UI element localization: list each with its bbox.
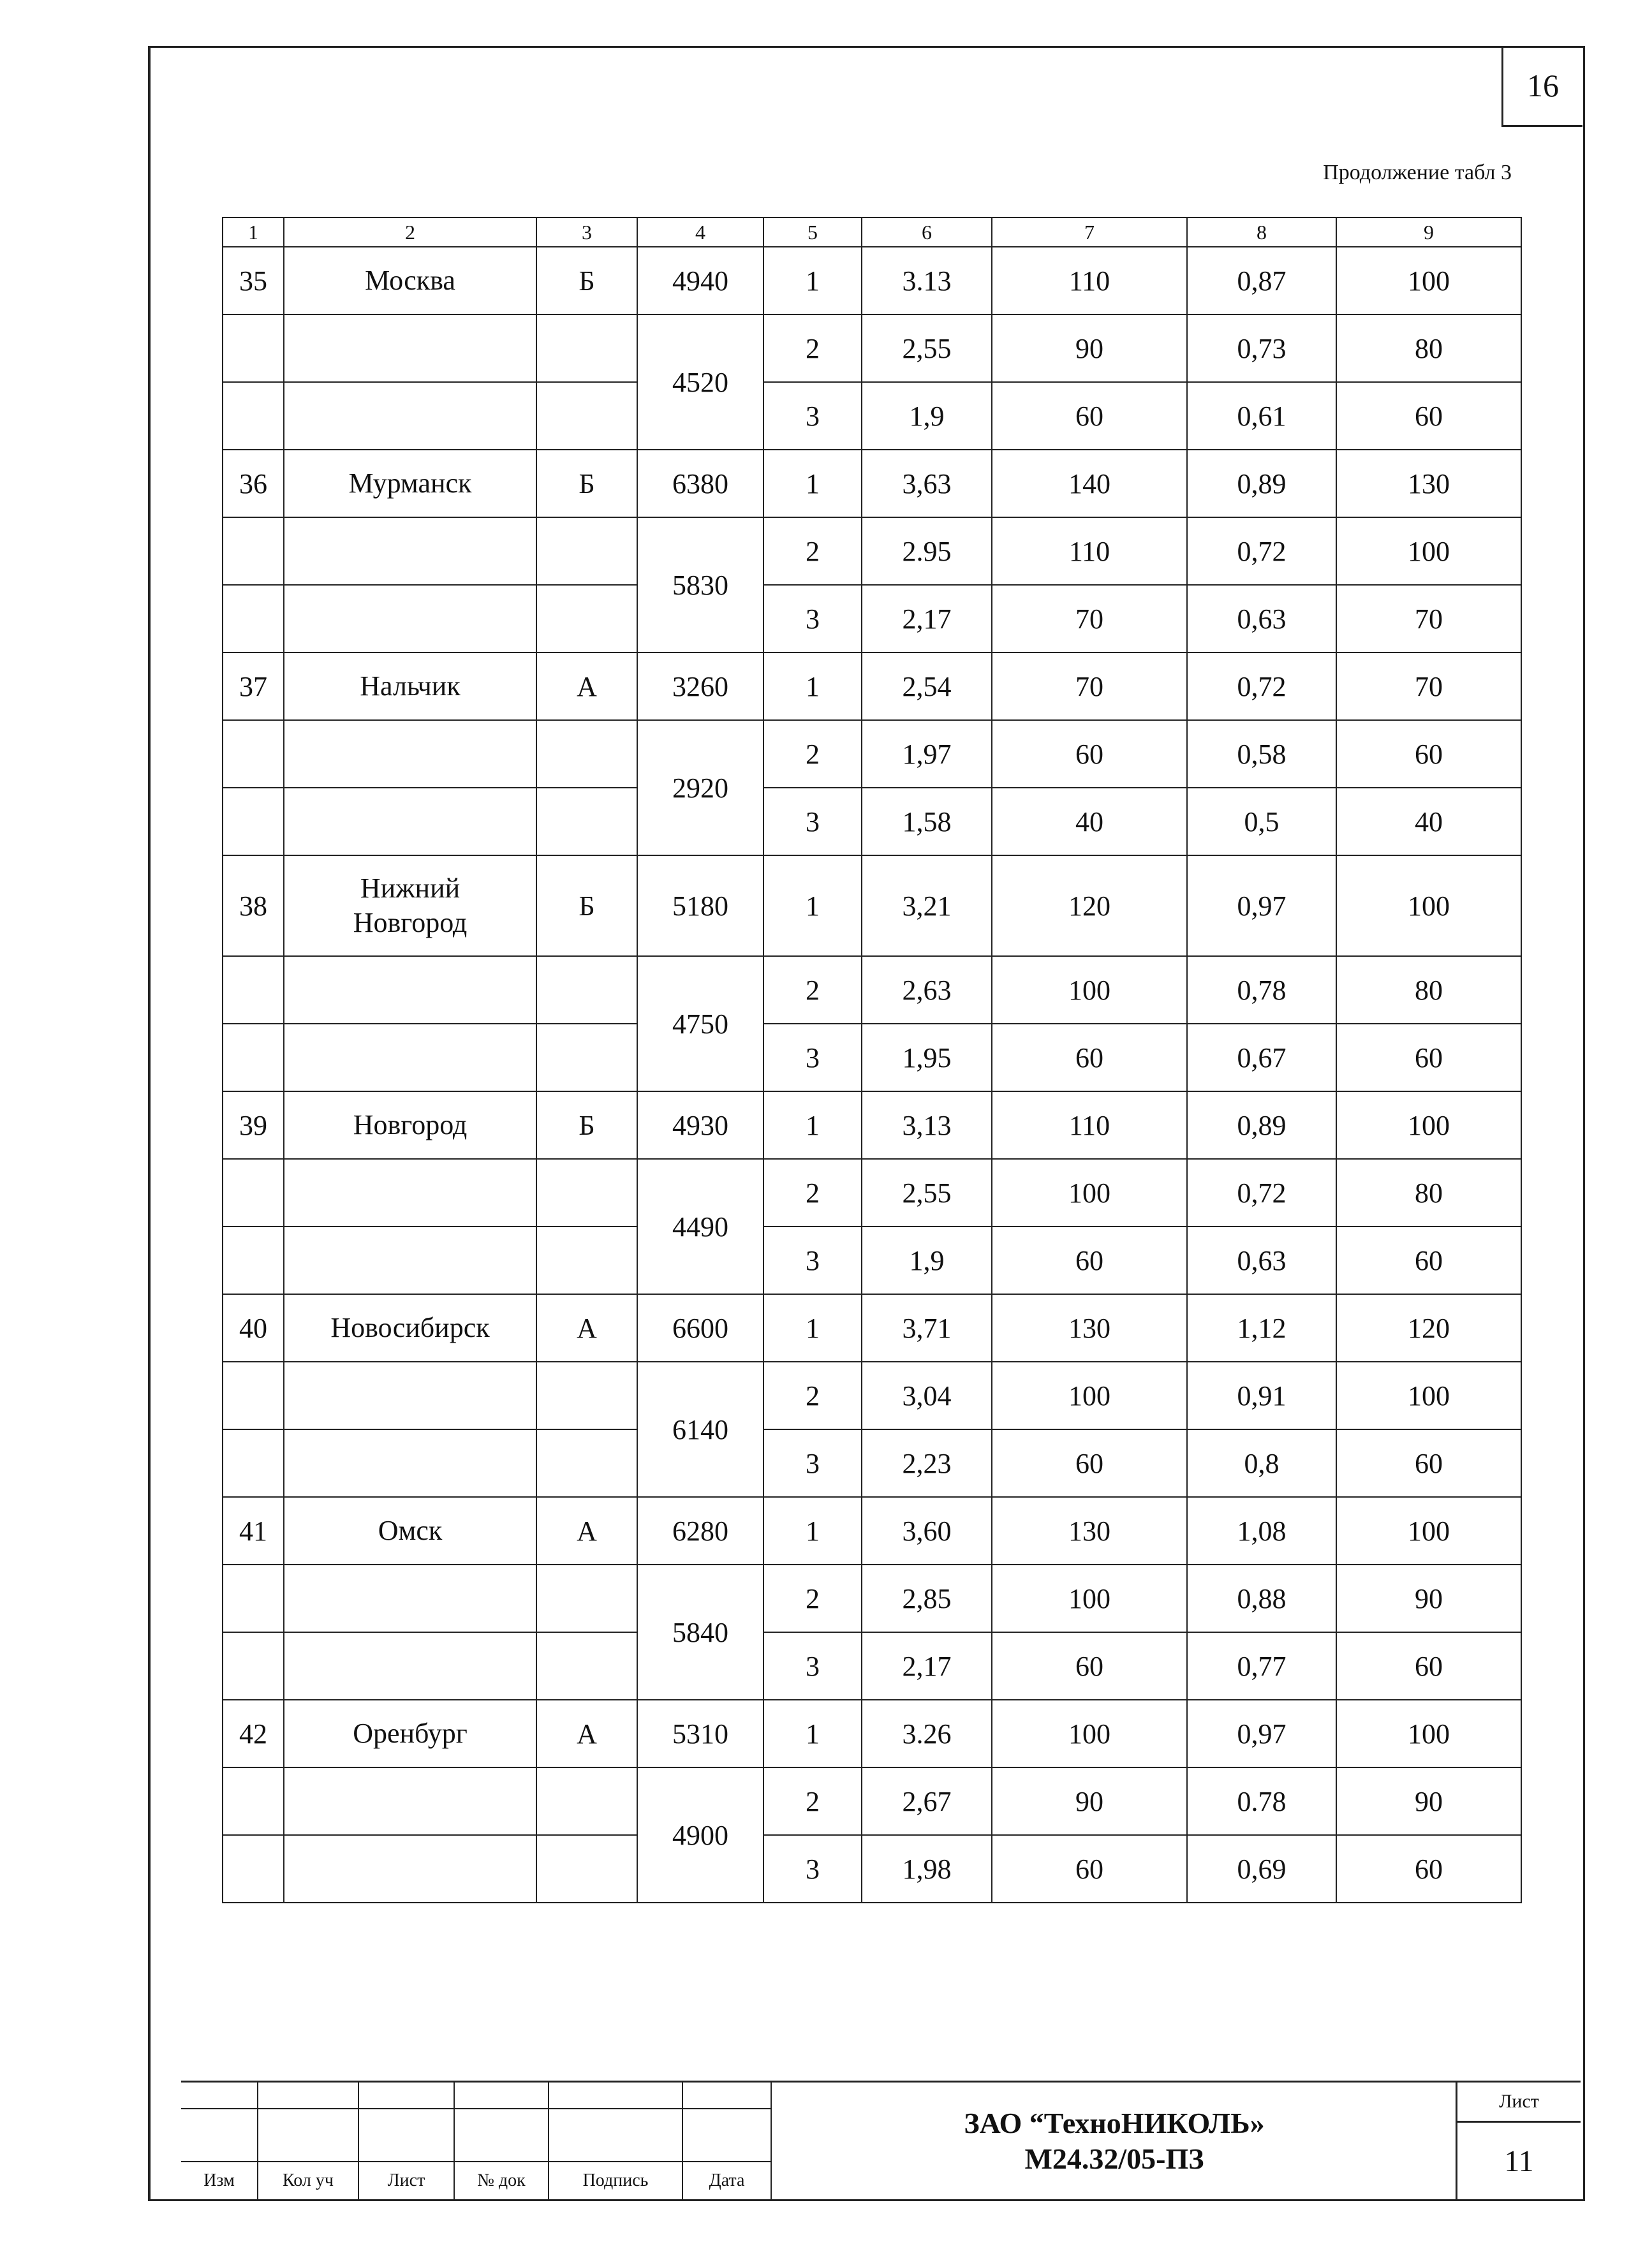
data-cell: 40 [1336,788,1521,855]
data-cell: 0,58 [1187,720,1336,788]
column-header: 3 [536,217,637,247]
empty-cell [223,788,284,855]
table-row [223,314,1521,382]
data-cell: 60 [1336,1632,1521,1700]
empty-cell [284,314,536,382]
data-cell: 100 [1336,1362,1521,1429]
row-number: 35 [223,247,284,314]
data-cell: 0,63 [1187,1227,1336,1294]
data-cell: 1 [763,1091,862,1159]
header-row [223,217,1521,247]
value-cell: 5840 [637,1565,763,1700]
data-cell: 60 [1336,1835,1521,1903]
column-header: 4 [637,217,763,247]
doc-title [773,2083,1457,2199]
empty-cell [284,1362,536,1429]
data-cell: 2,23 [862,1429,992,1497]
city-name [284,652,536,720]
data-cell: 100 [992,1362,1187,1429]
table-row [223,788,1521,855]
table-row [223,382,1521,450]
data-cell: 2,17 [862,585,992,652]
data-cell: 0,67 [1187,1024,1336,1091]
city-name [284,855,536,956]
column-header: 1 [223,217,284,247]
sheet-box [1457,2083,1581,2199]
data-cell: 80 [1336,314,1521,382]
table-row [223,652,1521,720]
data-cell: 0,97 [1187,1700,1336,1767]
data-cell: 2,54 [862,652,992,720]
empty-cell [223,1835,284,1903]
empty-cell [536,1632,637,1700]
data-cell: 60 [992,720,1187,788]
empty-cell [536,956,637,1024]
data-cell: 100 [1336,1497,1521,1565]
table-row [223,1767,1521,1835]
company-name: ЗАО “ТехноНИКОЛЬ» [964,2106,1265,2139]
empty-cell [536,1565,637,1632]
data-cell: 3 [763,1429,862,1497]
data-cell: 100 [1336,1091,1521,1159]
table-row [223,956,1521,1024]
sheet-label: Лист [1457,2083,1581,2123]
empty-cell [284,1632,536,1700]
zone-cell: Б [536,450,637,517]
data-cell: 1,95 [862,1024,992,1091]
table-row [223,855,1521,956]
row-number: 39 [223,1091,284,1159]
data-cell: 60 [992,1632,1187,1700]
data-cell: 110 [992,517,1187,585]
data-cell: 3 [763,1835,862,1903]
data-cell: 2,17 [862,1632,992,1700]
data-cell: 60 [1336,382,1521,450]
column-header: 6 [862,217,992,247]
data-cell: 1,08 [1187,1497,1336,1565]
column-header: 9 [1336,217,1521,247]
empty-cell [536,788,637,855]
data-cell: 120 [992,855,1187,956]
doc-code: М24.32/05-ПЗ [1024,2142,1204,2175]
data-cell: 3,21 [862,855,992,956]
data-cell: 0,73 [1187,314,1336,382]
data-cell: 1 [763,450,862,517]
data-cell: 2 [763,517,862,585]
empty-cell [536,1024,637,1091]
value-cell: 6600 [637,1294,763,1362]
stamp-label: Кол уч [258,2162,358,2199]
empty-cell [223,382,284,450]
table-row [223,1091,1521,1159]
table-row [223,1227,1521,1294]
data-cell: 130 [992,1294,1187,1362]
table-row [223,1429,1521,1497]
zone-cell: Б [536,1091,637,1159]
city-name-line: Нижний [360,873,461,904]
sheet-number: 11 [1504,2144,1534,2178]
data-cell: 60 [1336,720,1521,788]
data-cell: 2,85 [862,1565,992,1632]
data-cell: 2,67 [862,1767,992,1835]
data-cell: 1 [763,1294,862,1362]
data-cell: 0.78 [1187,1767,1336,1835]
empty-cell [284,720,536,788]
empty-cell [223,1159,284,1227]
city-name [284,1091,536,1159]
data-cell: 60 [992,1024,1187,1091]
city-name-line: Новгород [353,1109,468,1140]
city-name-line: Омск [378,1515,443,1546]
data-cell: 0,72 [1187,1159,1336,1227]
empty-cell [223,720,284,788]
table-row [223,1362,1521,1429]
city-name-line: Нальчик [360,670,461,702]
data-cell: 3.13 [862,247,992,314]
data-cell: 60 [1336,1227,1521,1294]
data-cell: 40 [992,788,1187,855]
row-number: 41 [223,1497,284,1565]
value-cell: 4930 [637,1091,763,1159]
table-row [223,1497,1521,1565]
data-cell: 2,55 [862,1159,992,1227]
data-cell: 1 [763,855,862,956]
city-name-line: Мурманск [348,468,472,499]
empty-cell [223,1024,284,1091]
value-cell: 4900 [637,1767,763,1903]
zone-cell: А [536,1497,637,1565]
row-number: 36 [223,450,284,517]
data-cell: 0,69 [1187,1835,1336,1903]
city-name-line: Новосибирск [330,1312,490,1343]
table-row [223,1835,1521,1903]
column-header: 7 [992,217,1187,247]
data-cell: 2 [763,956,862,1024]
data-cell: 3.26 [862,1700,992,1767]
data-cell: 130 [992,1497,1187,1565]
empty-cell [284,1767,536,1835]
data-cell: 0,8 [1187,1429,1336,1497]
data-cell: 60 [992,382,1187,450]
row-number: 37 [223,652,284,720]
column-header: 5 [763,217,862,247]
value-cell: 4520 [637,314,763,450]
table-caption: Продолжение табл 3 [1323,161,1512,184]
data-cell: 0,77 [1187,1632,1336,1700]
data-cell: 1 [763,652,862,720]
data-cell: 0,89 [1187,450,1336,517]
empty-cell [536,1362,637,1429]
data-cell: 3,71 [862,1294,992,1362]
data-table [222,217,1522,1903]
empty-cell [284,956,536,1024]
table-row [223,1294,1521,1362]
zone-cell: А [536,1294,637,1362]
data-cell: 3 [763,585,862,652]
page-number: 16 [1501,46,1582,127]
data-cell: 2 [763,314,862,382]
table-row [223,1700,1521,1767]
value-cell: 4940 [637,247,763,314]
empty-cell [223,1767,284,1835]
data-cell: 90 [992,314,1187,382]
empty-cell [223,1565,284,1632]
table-row [223,450,1521,517]
city-name-line: Новгород [353,907,468,938]
data-cell: 3 [763,382,862,450]
data-cell: 1 [763,1497,862,1565]
empty-cell [223,1632,284,1700]
stamp-label: Изм [181,2162,258,2199]
table-row [223,1565,1521,1632]
empty-cell [536,1159,637,1227]
data-cell: 140 [992,450,1187,517]
value-cell: 3260 [637,652,763,720]
stamp-label: Лист [358,2162,454,2199]
data-cell: 90 [992,1767,1187,1835]
column-header: 8 [1187,217,1336,247]
value-cell: 6280 [637,1497,763,1565]
data-cell: 70 [992,652,1187,720]
data-cell: 2 [763,1362,862,1429]
data-cell: 70 [992,585,1187,652]
table-row [223,517,1521,585]
data-cell: 130 [1336,450,1521,517]
data-cell: 2 [763,1565,862,1632]
empty-cell [284,788,536,855]
zone-cell: А [536,652,637,720]
value-cell: 5180 [637,855,763,956]
data-cell: 3 [763,1227,862,1294]
value-cell: 6380 [637,450,763,517]
empty-cell [223,956,284,1024]
data-cell: 3 [763,1024,862,1091]
empty-cell [536,1835,637,1903]
data-cell: 1,9 [862,1227,992,1294]
city-name [284,1497,536,1565]
data-cell: 0,72 [1187,517,1336,585]
empty-cell [284,585,536,652]
table-row [223,1024,1521,1091]
value-cell: 5310 [637,1700,763,1767]
data-cell: 3 [763,788,862,855]
empty-cell [223,1362,284,1429]
table-row [223,720,1521,788]
empty-cell [223,314,284,382]
city-name [284,1294,536,1362]
value-cell: 4750 [637,956,763,1091]
stamp-label: Дата [682,2162,771,2199]
data-cell: 3,04 [862,1362,992,1429]
data-cell: 0,89 [1187,1091,1336,1159]
value-cell: 5830 [637,517,763,652]
empty-cell [284,382,536,450]
data-cell: 3 [763,1632,862,1700]
empty-cell [223,1429,284,1497]
data-cell: 110 [992,1091,1187,1159]
empty-cell [536,585,637,652]
empty-cell [284,1835,536,1903]
row-number: 42 [223,1700,284,1767]
data-cell: 2 [763,1159,862,1227]
data-cell: 60 [992,1227,1187,1294]
data-cell: 0,5 [1187,788,1336,855]
stamp-label: № док [454,2162,549,2199]
data-cell: 100 [992,1565,1187,1632]
empty-cell [284,517,536,585]
data-cell: 100 [1336,855,1521,956]
city-name-line: Оренбург [353,1718,468,1749]
data-cell: 0,91 [1187,1362,1336,1429]
data-cell: 60 [992,1429,1187,1497]
data-cell: 60 [992,1835,1187,1903]
empty-cell [536,382,637,450]
data-cell: 0,97 [1187,855,1336,956]
empty-cell [536,517,637,585]
empty-cell [223,585,284,652]
data-cell: 100 [1336,1700,1521,1767]
empty-cell [284,1565,536,1632]
column-header: 2 [284,217,536,247]
data-cell: 110 [992,247,1187,314]
empty-cell [536,1429,637,1497]
city-name [284,247,536,314]
value-cell: 2920 [637,720,763,855]
stamp-label: Подпись [549,2162,682,2199]
data-cell: 0,63 [1187,585,1336,652]
title-block [181,2081,1581,2199]
city-name [284,1700,536,1767]
data-cell: 1,12 [1187,1294,1336,1362]
data-cell: 0,78 [1187,956,1336,1024]
data-cell: 90 [1336,1767,1521,1835]
data-cell: 1,9 [862,382,992,450]
table-row [223,585,1521,652]
data-cell: 0,72 [1187,652,1336,720]
value-cell: 4490 [637,1159,763,1294]
data-cell: 100 [1336,247,1521,314]
data-cell: 2,63 [862,956,992,1024]
row-number: 40 [223,1294,284,1362]
empty-cell [284,1429,536,1497]
data-cell: 70 [1336,585,1521,652]
data-cell: 1 [763,1700,862,1767]
empty-cell [284,1024,536,1091]
data-cell: 100 [992,1700,1187,1767]
empty-cell [536,720,637,788]
row-number: 38 [223,855,284,956]
data-cell: 3,63 [862,450,992,517]
data-cell: 90 [1336,1565,1521,1632]
empty-cell [284,1227,536,1294]
empty-cell [536,1767,637,1835]
data-cell: 2.95 [862,517,992,585]
data-cell: 70 [1336,652,1521,720]
value-cell: 6140 [637,1362,763,1497]
data-cell: 120 [1336,1294,1521,1362]
data-cell: 60 [1336,1024,1521,1091]
data-cell: 1,97 [862,720,992,788]
table-row [223,247,1521,314]
zone-cell: Б [536,855,637,956]
data-cell: 2,55 [862,314,992,382]
data-cell: 2 [763,1767,862,1835]
data-cell: 100 [992,1159,1187,1227]
zone-cell: Б [536,247,637,314]
city-name-line: Москва [365,265,455,296]
data-cell: 100 [1336,517,1521,585]
table-row [223,1632,1521,1700]
empty-cell [223,517,284,585]
data-cell: 1 [763,247,862,314]
empty-cell [536,1227,637,1294]
data-cell: 80 [1336,956,1521,1024]
revision-grid [181,2083,772,2199]
data-cell: 3,60 [862,1497,992,1565]
data-cell: 3,13 [862,1091,992,1159]
data-cell: 1,98 [862,1835,992,1903]
data-cell: 2 [763,720,862,788]
zone-cell: А [536,1700,637,1767]
data-cell: 60 [1336,1429,1521,1497]
city-name [284,450,536,517]
data-cell: 0,61 [1187,382,1336,450]
data-cell: 1,58 [862,788,992,855]
empty-cell [536,314,637,382]
empty-cell [223,1227,284,1294]
table-row [223,1159,1521,1227]
data-cell: 80 [1336,1159,1521,1227]
data-cell: 100 [992,956,1187,1024]
data-cell: 0,87 [1187,247,1336,314]
empty-cell [284,1159,536,1227]
data-cell: 0,88 [1187,1565,1336,1632]
